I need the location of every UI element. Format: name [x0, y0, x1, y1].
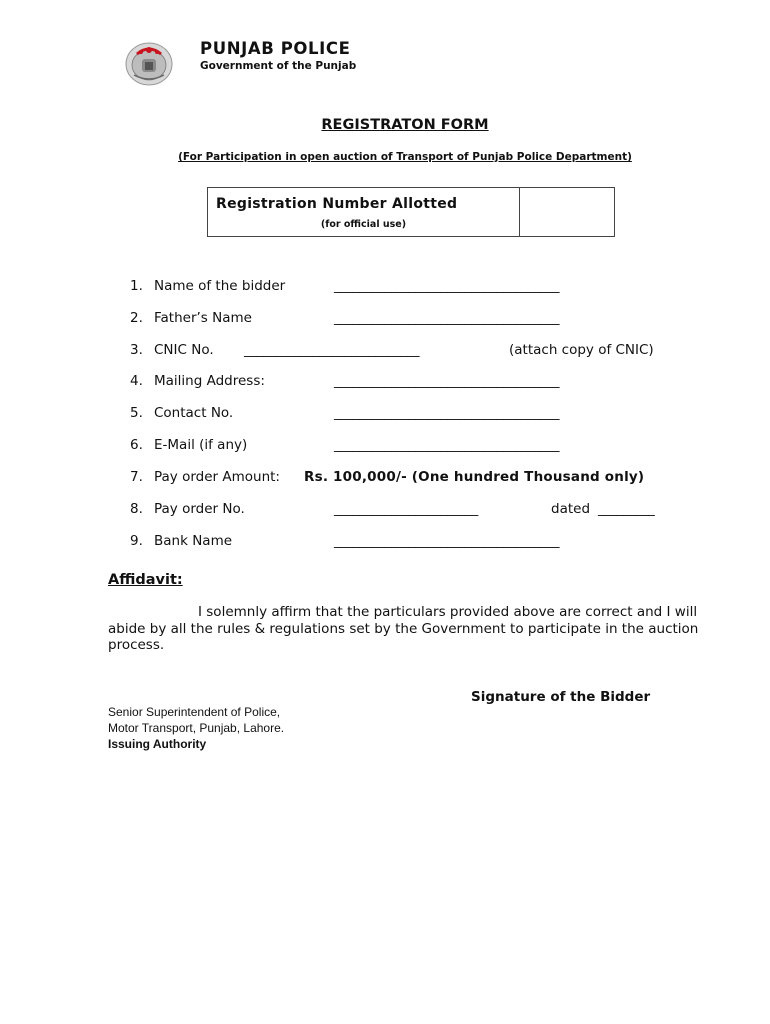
field-number: 9.	[130, 533, 143, 549]
field-number: 2.	[130, 310, 143, 326]
authority-line-2: Motor Transport, Punjab, Lahore.	[108, 721, 285, 735]
field-label: Contact No.	[154, 405, 234, 421]
authority-line-1: Senior Superintendent of Police,	[108, 705, 281, 719]
field-label: E-Mail (if any)	[154, 437, 248, 453]
field-label: Father’s Name	[154, 310, 252, 326]
father-name-input[interactable]: ____________________________________	[334, 310, 559, 326]
authority-line-3: Issuing Authority	[108, 737, 207, 751]
affidavit-text-block	[108, 604, 728, 654]
form-subtitle: (For Participation in open auction of Transport of Punjab Police Department)	[178, 151, 632, 163]
field-number: 8.	[130, 501, 143, 517]
form-title: REGISTRATON FORM	[321, 117, 489, 133]
field-number: 1.	[130, 278, 143, 294]
pay-order-amount-value: Rs. 100,000/- (One hundred Thousand only)	[304, 469, 645, 485]
field-label: Pay order Amount:	[154, 469, 280, 485]
affidavit-text: I solemnly affirm that the particulars provided above are correct and I will abide by all the rules & regulations set by the Government to participate in the auction process.	[108, 604, 699, 653]
pay-order-no-input[interactable]: _______________________	[334, 501, 478, 517]
dated-label: dated	[551, 501, 591, 517]
registration-number-field[interactable]	[520, 188, 615, 236]
field-number: 5.	[130, 405, 143, 421]
field-number: 3.	[130, 342, 143, 358]
org-subtitle: Government of the Punjab	[200, 60, 357, 72]
email-input[interactable]: ____________________________________	[334, 437, 559, 453]
field-number: 7.	[130, 469, 143, 485]
registration-number-box	[207, 187, 615, 237]
field-label: CNIC No.	[154, 342, 214, 358]
field-label: Pay order No.	[154, 501, 245, 517]
cnic-input[interactable]: ____________________________	[244, 342, 419, 358]
cnic-note: (attach copy of CNIC)	[509, 342, 654, 358]
field-label: Name of the bidder	[154, 278, 286, 294]
punjab-police-emblem-icon	[124, 42, 174, 86]
registration-label-cell	[208, 188, 520, 236]
mailing-address-input[interactable]: ____________________________________	[334, 373, 559, 389]
contact-no-input[interactable]: ____________________________________	[334, 405, 559, 421]
field-number: 6.	[130, 437, 143, 453]
field-number: 4.	[130, 373, 143, 389]
affidavit-heading: Affidavit:	[108, 572, 183, 588]
field-label: Mailing Address:	[154, 373, 265, 389]
org-title: PUNJAB POLICE	[200, 39, 351, 58]
signature-label: Signature of the Bidder	[471, 689, 651, 705]
issuing-authority-block	[108, 704, 284, 752]
bank-name-input[interactable]: ____________________________________	[334, 533, 559, 549]
field-label: Bank Name	[154, 533, 233, 549]
registration-label: Registration Number Allotted	[216, 196, 458, 212]
dated-input[interactable]: _________	[598, 501, 655, 517]
registration-note: (for official use)	[320, 219, 407, 230]
bidder-name-input[interactable]: ____________________________________	[334, 278, 559, 294]
